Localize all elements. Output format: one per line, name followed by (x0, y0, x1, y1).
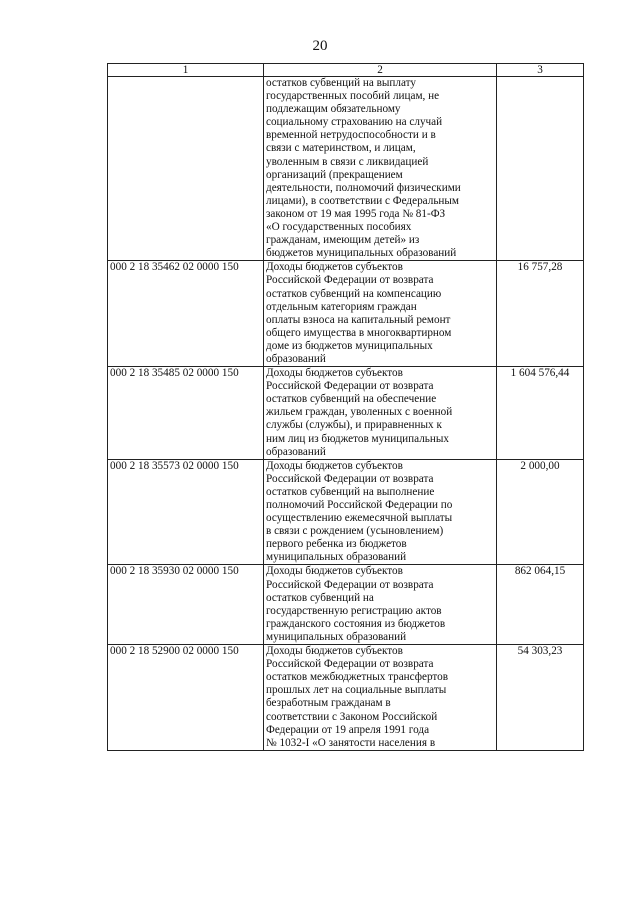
description-line: государственную регистрацию актов (266, 604, 442, 617)
amount-cell: 16 757,28 (497, 261, 584, 367)
description-line: осуществлению ежемесячной выплаты (266, 512, 453, 525)
amount-cell: 862 064,15 (497, 565, 584, 645)
description-line: безработным гражданам в (266, 697, 391, 710)
description-line: доме из бюджетов муниципальных (266, 339, 433, 352)
revenue-description-cell (264, 77, 497, 261)
description-line: остатков субвенций на (266, 591, 374, 604)
description-line: Российской Федерации от возврата (266, 658, 434, 671)
description-line: прошлых лет на социальные выплаты (266, 684, 447, 697)
description-line: № 1032-I «О занятости населения в (266, 736, 436, 749)
description-line: первого ребенка из бюджетов (266, 538, 407, 551)
description-line: Доходы бюджетов субъектов (266, 565, 403, 578)
description-line: законом от 19 мая 1995 года № 81-ФЗ (266, 207, 446, 220)
table-row (108, 459, 584, 565)
amount-cell: 2 000,00 (497, 459, 584, 565)
table-body (108, 77, 584, 751)
description-line: уволенным в связи с ликвидацией (266, 155, 429, 168)
column-number-1: 1 (108, 64, 264, 77)
description-line: Доходы бюджетов субъектов (266, 261, 403, 274)
description-line: остатков субвенций на обеспечение (266, 393, 437, 406)
column-number-3: 3 (497, 64, 584, 77)
amount-cell: 1 604 576,44 (497, 367, 584, 460)
revenue-description-cell (264, 645, 497, 751)
revenue-description-cell (264, 261, 497, 367)
description-line: Доходы бюджетов субъектов (266, 367, 403, 380)
description-line: бюджетов муниципальных образований (266, 247, 457, 260)
description-line: гражданам, имеющим детей» из (266, 234, 420, 247)
description-line: общего имущества в многоквартирном (266, 326, 452, 339)
description-line: образований (266, 352, 326, 365)
description-line: ним лиц из бюджетов муниципальных (266, 432, 449, 445)
description-line: временной нетрудоспособности и в (266, 129, 436, 142)
revenue-description-cell (264, 367, 497, 460)
column-number-row (108, 64, 584, 77)
table-row (108, 565, 584, 645)
description-line: Доходы бюджетов субъектов (266, 645, 403, 658)
budget-code-cell: 000 2 18 35485 02 0000 150 (108, 367, 264, 460)
description-line: остатков межбюджетных трансфертов (266, 671, 449, 684)
page-number: 20 (312, 38, 328, 54)
description-line: организаций (прекращением (266, 168, 403, 181)
description-line: остатков субвенций на выполнение (266, 485, 435, 498)
description-line: муниципальных образований (266, 630, 407, 643)
revenue-description-cell (264, 565, 497, 645)
description-line: оплаты взноса на капитальный ремонт (266, 313, 451, 326)
budget-code-cell: 000 2 18 35573 02 0000 150 (108, 459, 264, 565)
budget-code-cell: 000 2 18 52900 02 0000 150 (108, 645, 264, 751)
description-line: гражданского состояния из бюджетов (266, 617, 446, 630)
description-line: государственных пособий лицам, не (266, 90, 440, 103)
description-line: подлежащим обязательному (266, 103, 401, 116)
description-line: соответствии с Законом Российской (266, 710, 438, 723)
budget-revenue-table (107, 63, 584, 751)
description-line: деятельности, полномочий физическими (266, 181, 461, 194)
description-line: службы (службы), и приравненных к (266, 419, 442, 432)
description-line: Российской Федерации от возврата (266, 380, 434, 393)
amount-cell (497, 77, 584, 261)
description-line: лицами), в соответствии с Федеральным (266, 194, 460, 207)
description-line: остатков субвенций на выплату (266, 77, 416, 89)
table-row (108, 261, 584, 367)
revenue-description-cell (264, 459, 497, 565)
description-line: образований (266, 445, 326, 458)
description-line: Российской Федерации от возврата (266, 472, 434, 485)
column-number-2: 2 (264, 64, 497, 77)
table-row (108, 77, 584, 261)
table-row (108, 367, 584, 460)
description-line: Российской Федерации от возврата (266, 578, 434, 591)
budget-code-cell (108, 77, 264, 261)
amount-cell: 54 303,23 (497, 645, 584, 751)
description-line: отдельным категориям граждан (266, 300, 417, 313)
budget-code-cell: 000 2 18 35462 02 0000 150 (108, 261, 264, 367)
description-line: Российской Федерации от возврата (266, 274, 434, 287)
description-line: полномочий Российской Федерации по (266, 499, 453, 511)
description-line: Доходы бюджетов субъектов (266, 459, 403, 472)
table-row (108, 645, 584, 751)
description-line: «О государственных пособиях (266, 221, 412, 234)
budget-code-cell: 000 2 18 35930 02 0000 150 (108, 565, 264, 645)
description-line: жильем граждан, уволенных с военной (266, 406, 453, 419)
description-line: остатков субвенций на компенсацию (266, 287, 442, 300)
description-line: в связи с рождением (усыновлением) (266, 525, 444, 538)
description-line: социальному страхованию на случай (266, 116, 443, 129)
description-line: Федерации от 19 апреля 1991 года (266, 723, 430, 736)
description-line: связи с материнством, и лицам, (266, 142, 416, 155)
description-line: муниципальных образований (266, 551, 407, 564)
